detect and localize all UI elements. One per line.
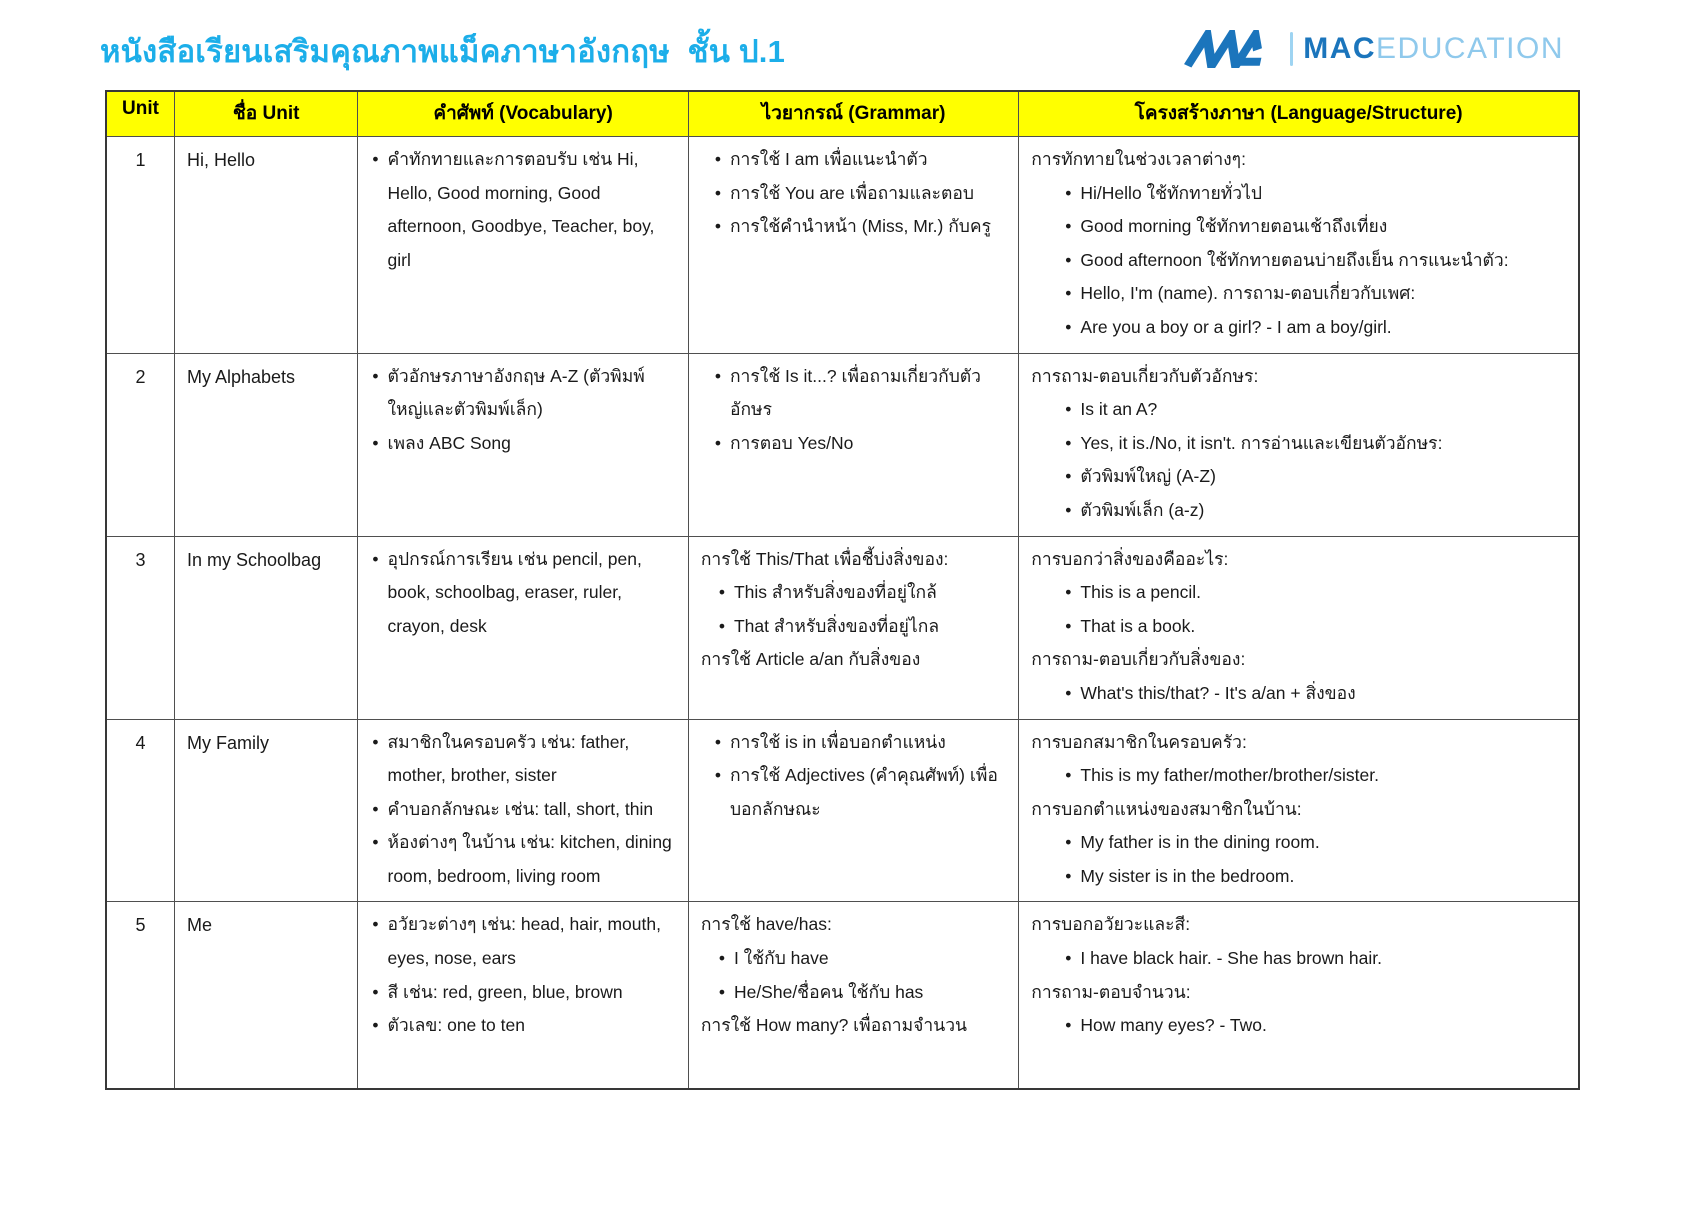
unit-name-cell: My Alphabets [175, 353, 358, 536]
bullet-text: ตัวอักษรภาษาอังกฤษ A-Z (ตัวพิมพ์ใหญ่และตัวพิมพ์เล็ก) [387, 365, 645, 420]
bullet-marker: • [372, 1015, 379, 1036]
bullet-item [1065, 826, 1566, 860]
bullet-text: He/She/ชื่อคน ใช้กับ has [733, 981, 924, 1002]
unit-number-cell: 4 [106, 719, 175, 902]
vocabulary-cell [358, 353, 688, 536]
bullet-item [1065, 610, 1566, 644]
bullet-marker: • [1065, 249, 1072, 270]
unit-name-cell: Me [175, 902, 358, 1090]
unit-number-cell: 1 [106, 137, 175, 354]
bullet-marker: • [718, 582, 725, 603]
bullet-item [715, 143, 1006, 177]
bullet-text: คำบอกลักษณะ เช่น: tall, short, thin [387, 798, 654, 819]
bullet-marker: • [714, 365, 721, 386]
bullet-marker: • [1065, 182, 1072, 203]
bullet-text: Yes, it is./No, it isn't. การอ่านและเขียนตัวอักษร: [1080, 432, 1443, 453]
logo-separator [1290, 32, 1293, 66]
grammar-cell [688, 536, 1018, 719]
bullet-marker: • [714, 216, 721, 237]
bullet-text: คำทักทายและการตอบรับ เช่น Hi, Hello, Good morning, Good afternoon, Goodbye, Teacher, boy, girl [387, 149, 655, 270]
table-row [106, 719, 1579, 902]
bullet-marker: • [1065, 399, 1072, 420]
grammar-cell [688, 137, 1018, 354]
bullet-text: ตัวพิมพ์ใหญ่ (A-Z) [1080, 466, 1216, 487]
bullet-marker: • [372, 981, 379, 1002]
bullet-marker: • [1065, 682, 1072, 703]
bullet-marker: • [1065, 582, 1072, 603]
bullet-marker: • [1065, 832, 1072, 853]
column-header-1: ชื่อ Unit [175, 91, 358, 137]
grammar-cell [688, 353, 1018, 536]
bullet-text: การใช้คำนำหน้า (Miss, Mr.) กับครู [729, 216, 992, 237]
table-header-row [106, 91, 1579, 137]
bullet-text: What's this/that? - It's a/an + สิ่งของ [1080, 682, 1356, 703]
bullet-marker: • [1065, 216, 1072, 237]
bullet-text: I ใช้กับ have [733, 948, 829, 969]
bullet-item [1065, 277, 1566, 311]
bullet-text: That is a book. [1080, 615, 1196, 636]
vocabulary-cell [358, 137, 688, 354]
bullet-item [1065, 427, 1566, 461]
bullet-item [719, 610, 1006, 644]
table-row [106, 902, 1579, 1090]
cell-heading: การถาม-ตอบเกี่ยวกับสิ่งของ: [1031, 649, 1246, 670]
bullet-marker: • [372, 832, 379, 853]
bullet-text: Is it an A? [1080, 399, 1158, 420]
bullet-text: That สำหรับสิ่งของที่อยู่ไกล [733, 615, 940, 636]
vocabulary-cell [358, 719, 688, 902]
bullet-item [372, 1009, 675, 1043]
table-row [106, 536, 1579, 719]
bullet-text: Good morning ใช้ทักทายตอนเช้าถึงเที่ยง [1080, 216, 1388, 237]
bullet-marker: • [1065, 432, 1072, 453]
bullet-marker: • [718, 615, 725, 636]
logo-text-mac: MAC [1303, 32, 1377, 65]
column-header-3: ไวยากรณ์ (Grammar) [688, 91, 1018, 137]
cell-heading: การถาม-ตอบจำนวน: [1031, 981, 1191, 1002]
mac-zigzag-icon [1184, 30, 1280, 68]
mac-education-logo [1184, 30, 1564, 68]
bullet-marker: • [714, 149, 721, 169]
cell-heading: การใช้ This/That เพื่อชี้บ่งสิ่งของ: [700, 548, 949, 569]
vocabulary-cell [358, 536, 688, 719]
bullet-item [715, 177, 1006, 211]
bullet-text: ห้องต่างๆ ในบ้าน เช่น: kitchen, dining room, bedroom, living room [387, 832, 672, 886]
bullet-text: สมาชิกในครอบครัว เช่น: father, mother, brother, sister [387, 731, 630, 786]
structure-cell [1019, 536, 1579, 719]
bullet-marker: • [372, 798, 379, 819]
bullet-text: This สำหรับสิ่งของที่อยู่ใกล้ [733, 582, 937, 603]
bullet-text: Are you a boy or a girl? - I am a boy/girl. [1080, 316, 1392, 337]
bullet-text: การใช้ You are เพื่อถามและตอบ [729, 182, 974, 203]
bullet-item [372, 908, 675, 975]
column-header-2: คำศัพท์ (Vocabulary) [358, 91, 688, 137]
bullet-item [372, 726, 675, 793]
bullet-item [1065, 576, 1566, 610]
bullet-text: การใช้ Adjectives (คำคุณศัพท์) เพื่อบอกลักษณะ [729, 765, 998, 819]
logo-text [1303, 32, 1564, 66]
bullet-text: This is my father/mother/brother/sister. [1080, 765, 1379, 786]
bullet-item [1065, 942, 1566, 976]
bullet-item [715, 427, 1006, 461]
bullet-marker: • [714, 182, 721, 203]
cell-heading: การถาม-ตอบเกี่ยวกับตัวอักษร: [1031, 365, 1259, 386]
unit-name-cell: In my Schoolbag [175, 536, 358, 719]
bullet-marker: • [1065, 1015, 1072, 1036]
bullet-text: This is a pencil. [1080, 582, 1202, 603]
bullet-marker: • [1065, 499, 1072, 520]
bullet-item [715, 726, 1006, 760]
bullet-item [715, 759, 1006, 826]
bullet-item [372, 976, 675, 1010]
bullet-marker: • [714, 765, 721, 786]
bullet-text: อวัยวะต่างๆ เช่น: head, hair, mouth, eyes, nose, ears [387, 914, 661, 969]
structure-cell [1019, 137, 1579, 354]
bullet-text: I have black hair. - She has brown hair. [1080, 948, 1382, 969]
bullet-marker: • [372, 149, 379, 169]
bullet-marker: • [718, 948, 725, 969]
bullet-item [1065, 759, 1566, 793]
bullet-item [1065, 460, 1566, 494]
cell-heading: การทักทายในช่วงเวลาต่างๆ: [1031, 149, 1246, 169]
cell-heading: การใช้ Article a/an กับสิ่งของ [700, 649, 921, 670]
cell-heading: การบอกตำแหน่งของสมาชิกในบ้าน: [1031, 798, 1302, 819]
bullet-marker: • [372, 548, 379, 569]
bullet-marker: • [1065, 283, 1072, 304]
bullet-marker: • [372, 914, 379, 935]
bullet-text: การใช้ is in เพื่อบอกตำแหน่ง [729, 731, 946, 752]
structure-cell [1019, 353, 1579, 536]
bullet-item [715, 360, 1006, 427]
grammar-cell [688, 719, 1018, 902]
bullet-text: การใช้ I am เพื่อแนะนำตัว [729, 149, 928, 169]
bullet-marker: • [718, 981, 725, 1002]
cell-heading: การบอกว่าสิ่งของคืออะไร: [1031, 548, 1229, 569]
bullet-item [719, 576, 1006, 610]
bullet-item [1065, 1009, 1566, 1043]
bullet-marker: • [1065, 948, 1072, 969]
curriculum-table [105, 90, 1580, 1090]
bullet-marker: • [1065, 615, 1072, 636]
bullet-text: My sister is in the bedroom. [1080, 865, 1295, 886]
bullet-item [1065, 860, 1566, 894]
bullet-item [1065, 244, 1566, 278]
unit-number-cell: 2 [106, 353, 175, 536]
cell-heading: การใช้ have/has: [700, 914, 832, 935]
bullet-item [372, 427, 675, 461]
bullet-marker: • [1065, 765, 1072, 786]
table-row [106, 353, 1579, 536]
bullet-item [372, 143, 675, 277]
bullet-marker: • [372, 365, 379, 386]
bullet-item [1065, 494, 1566, 528]
bullet-text: สี เช่น: red, green, blue, brown [387, 981, 623, 1002]
bullet-item [1065, 393, 1566, 427]
bullet-item [372, 826, 675, 893]
cell-heading: การบอกสมาชิกในครอบครัว: [1031, 731, 1247, 752]
cell-heading: การบอกอวัยวะและสี: [1031, 914, 1191, 935]
bullet-marker: • [1065, 865, 1072, 886]
bullet-text: My father is in the dining room. [1080, 832, 1320, 853]
cell-heading: การใช้ How many? เพื่อถามจำนวน [700, 1015, 967, 1036]
unit-name-cell: My Family [175, 719, 358, 902]
bullet-item [719, 942, 1006, 976]
page-title: หนังสือเรียนเสริมคุณภาพแม็คภาษาอังกฤษ ชั้น ป.1 [100, 34, 786, 69]
bullet-item [372, 543, 675, 644]
bullet-marker: • [372, 432, 379, 453]
bullet-item [1065, 311, 1566, 345]
bullet-item [1065, 210, 1566, 244]
table-row [106, 137, 1579, 354]
column-header-0: Unit [106, 91, 175, 137]
bullet-marker: • [714, 731, 721, 752]
bullet-text: Hello, I'm (name). การถาม-ตอบเกี่ยวกับเพศ: [1080, 283, 1416, 304]
page-header [100, 26, 1564, 76]
bullet-item [372, 360, 675, 427]
bullet-marker: • [1065, 316, 1072, 337]
bullet-text: อุปกรณ์การเรียน เช่น pencil, pen, book, schoolbag, eraser, ruler, crayon, desk [387, 548, 642, 636]
unit-number-cell: 3 [106, 536, 175, 719]
grammar-cell [688, 902, 1018, 1090]
bullet-text: Good afternoon ใช้ทักทายตอนบ่ายถึงเย็น การแนะนำตัว: [1080, 249, 1509, 270]
bullet-item [715, 210, 1006, 244]
bullet-item [1065, 677, 1566, 711]
table-header [106, 91, 1579, 137]
structure-cell [1019, 719, 1579, 902]
bullet-item [719, 976, 1006, 1010]
bullet-text: ตัวพิมพ์เล็ก (a-z) [1080, 499, 1205, 520]
logo-text-education: EDUCATION [1376, 32, 1564, 65]
bullet-marker: • [714, 432, 721, 453]
unit-name-cell: Hi, Hello [175, 137, 358, 354]
structure-cell [1019, 902, 1579, 1090]
bullet-text: ตัวเลข: one to ten [387, 1015, 525, 1036]
bullet-item [372, 793, 675, 827]
bullet-text: Hi/Hello ใช้ทักทายทั่วไป [1080, 182, 1262, 203]
bullet-text: How many eyes? - Two. [1080, 1015, 1267, 1036]
bullet-text: การใช้ Is it...? เพื่อถามเกี่ยวกับตัวอักษร [729, 365, 982, 420]
bullet-item [1065, 177, 1566, 211]
unit-number-cell: 5 [106, 902, 175, 1090]
bullet-text: เพลง ABC Song [387, 432, 511, 453]
vocabulary-cell [358, 902, 688, 1090]
bullet-marker: • [1065, 466, 1072, 487]
bullet-text: การตอบ Yes/No [729, 432, 854, 453]
column-header-4: โครงสร้างภาษา (Language/Structure) [1019, 91, 1579, 137]
bullet-marker: • [372, 731, 379, 752]
